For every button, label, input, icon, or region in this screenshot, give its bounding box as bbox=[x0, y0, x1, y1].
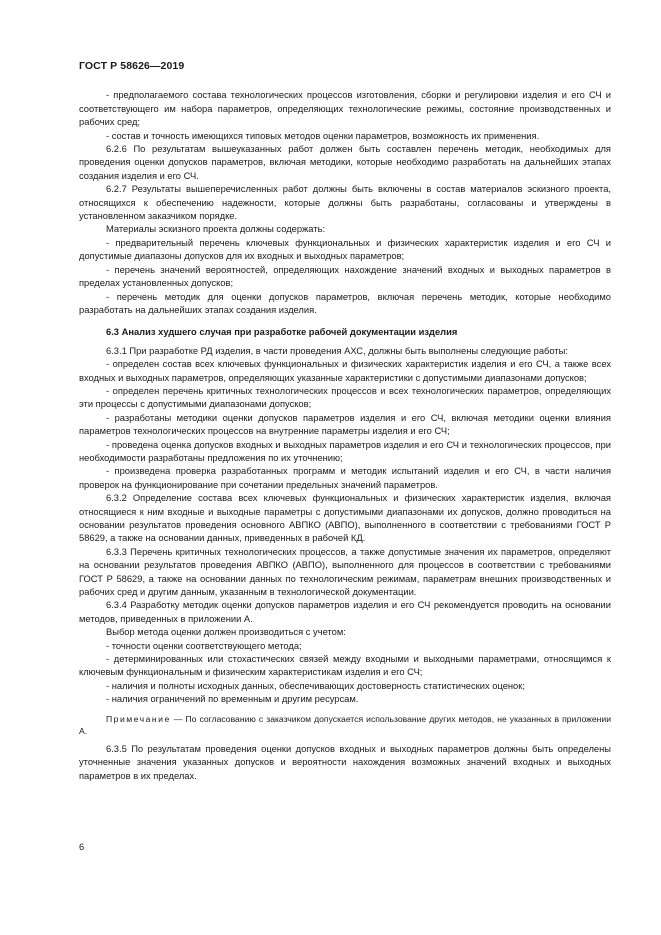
paragraph: Выбор метода оценки должен производиться с учетом: bbox=[106, 627, 346, 638]
note-text: — По согласованию с заказчиком допускается использование других методов, не указанных в приложении А. bbox=[79, 713, 611, 736]
paragraph: 6.3.2 Определение состава всех ключевых функциональных и физических характеристик изделия, включая относящиеся к ним входные и выходные параметры с допустимыми диапазонами их допусков, должно проводиться на основании результатов проведения основного АВПКО (АВПО), выполненного в соответствии с требованиями ГОСТ Р 58629, а также на основании данных, приведенных в рабочей КД. bbox=[79, 493, 611, 544]
paragraph: - точности оценки соответствующего метода; bbox=[106, 640, 302, 651]
paragraph: - разработаны методики оценки допусков параметров изделия и его СЧ, включая методики оценки влияния параметров технологических процессов на внутренние параметры изделия и его СЧ; bbox=[79, 412, 611, 437]
paragraph: - проведена оценка допусков входных и выходных параметров изделия и его СЧ и технологических процессов, при необходимости разработаны предложения по их уточнению; bbox=[79, 439, 611, 463]
paragraph: - предварительный перечень ключевых функциональных и физических характеристик изделия и его СЧ и допустимые диапазоны допусков для их входных и выходных параметров; bbox=[79, 237, 611, 262]
paragraph: - определен состав всех ключевых функциональных и физических характеристик изделия и его СЧ, а также всех входных и выходных параметров, определяющих указанные характеристики с допустимыми диапазонами допусков; bbox=[79, 359, 611, 383]
paragraph: 6.2.7 Результаты вышеперечисленных работ должны быть включены в состав материалов эскизного проекта, относящихся к обеспечению надежности, которые должны быть разработаны, согласованы и утверждены в установленном заказчиком порядке. bbox=[79, 184, 611, 222]
paragraph: - произведена проверка разработанных программ и методик испытаний изделия и его СЧ, в части наличия проверок на функционирование при сочетании предельных значений параметров. bbox=[79, 466, 611, 490]
paragraph: 6.3.3 Перечень критичных технологических процессов, а также допустимые значения их параметров, определяют на основании результатов проведения АВПКО (АВПО), выполненного для процессов в соответствии с требованиями ГОСТ Р 58629, а также на основании данных по технологическим режимам, параметрам внешних производственных и рабочих сред и другим данным, указанным в технологической документации. bbox=[79, 546, 611, 598]
note bbox=[79, 713, 611, 737]
paragraph: - состав и точность имеющихся типовых методов оценки параметров, возможность их применения. bbox=[106, 130, 540, 141]
paragraph: - детерминированных или стохастических связей между входными и выходными параметрами, относящимся к ключевым функциональным и физическим характеристикам изделия и его СЧ; bbox=[79, 654, 611, 678]
paragraph: 6.3.4 Разработку методик оценки допусков параметров изделия и его СЧ рекомендуется проводить на основании методов, приведенных в приложении А. bbox=[79, 600, 611, 624]
paragraph: 6.2.6 По результатам вышеуказанных работ должен быть составлен перечень методик, необходимых для проведения оценки допусков параметров, включая методики, которые необходимо разработать на дальнейших этапах создания изделия и его СЧ. bbox=[79, 144, 611, 181]
document-header: ГОСТ Р 58626—2019 bbox=[79, 60, 185, 72]
page-number: 6 bbox=[79, 842, 85, 852]
paragraph: - перечень значений вероятностей, определяющих нахождение значений входных и выходных параметров в пределах установленных допусков; bbox=[79, 264, 611, 289]
paragraph: - определен перечень критичных технологических процессов и всех технологических параметров, определяющих эти процессы с допустимыми диапазонами допусков; bbox=[79, 385, 611, 410]
section-title: 6.3 Анализ худшего случая при разработке рабочей документации изделия bbox=[106, 327, 458, 338]
paragraph: - наличия ограничений по временным и другим ресурсам. bbox=[106, 694, 359, 705]
paragraph: - наличия и полноты исходных данных, обеспечивающих достоверность статистических оценок; bbox=[106, 680, 525, 691]
paragraph: - предполагаемого состава технологических процессов изготовления, сборки и регулировки изделия и его СЧ и соответствующего им набора параметров, определяющих технологические режимы, состояние производственных и рабочих сред; bbox=[79, 90, 611, 128]
paragraph: Материалы эскизного проекта должны содержать: bbox=[106, 224, 326, 235]
paragraph: - перечень методик для оценки допусков параметров, включая перечень методик, которые необходимо разработать на дальнейших этапах создания изделия. bbox=[79, 291, 611, 315]
paragraph: 6.3.5 По результатам проведения оценки допусков входных и выходных параметров должны быть определены уточненные значения указанных допусков и вероятности нахождения возможных значений входных и выходных параметров в их пределах. bbox=[79, 743, 611, 781]
paragraph: 6.3.1 При разработке РД изделия, в части проведения АХС, должны быть выполнены следующие работы: bbox=[106, 345, 568, 356]
note-label: Примечание bbox=[106, 713, 171, 724]
